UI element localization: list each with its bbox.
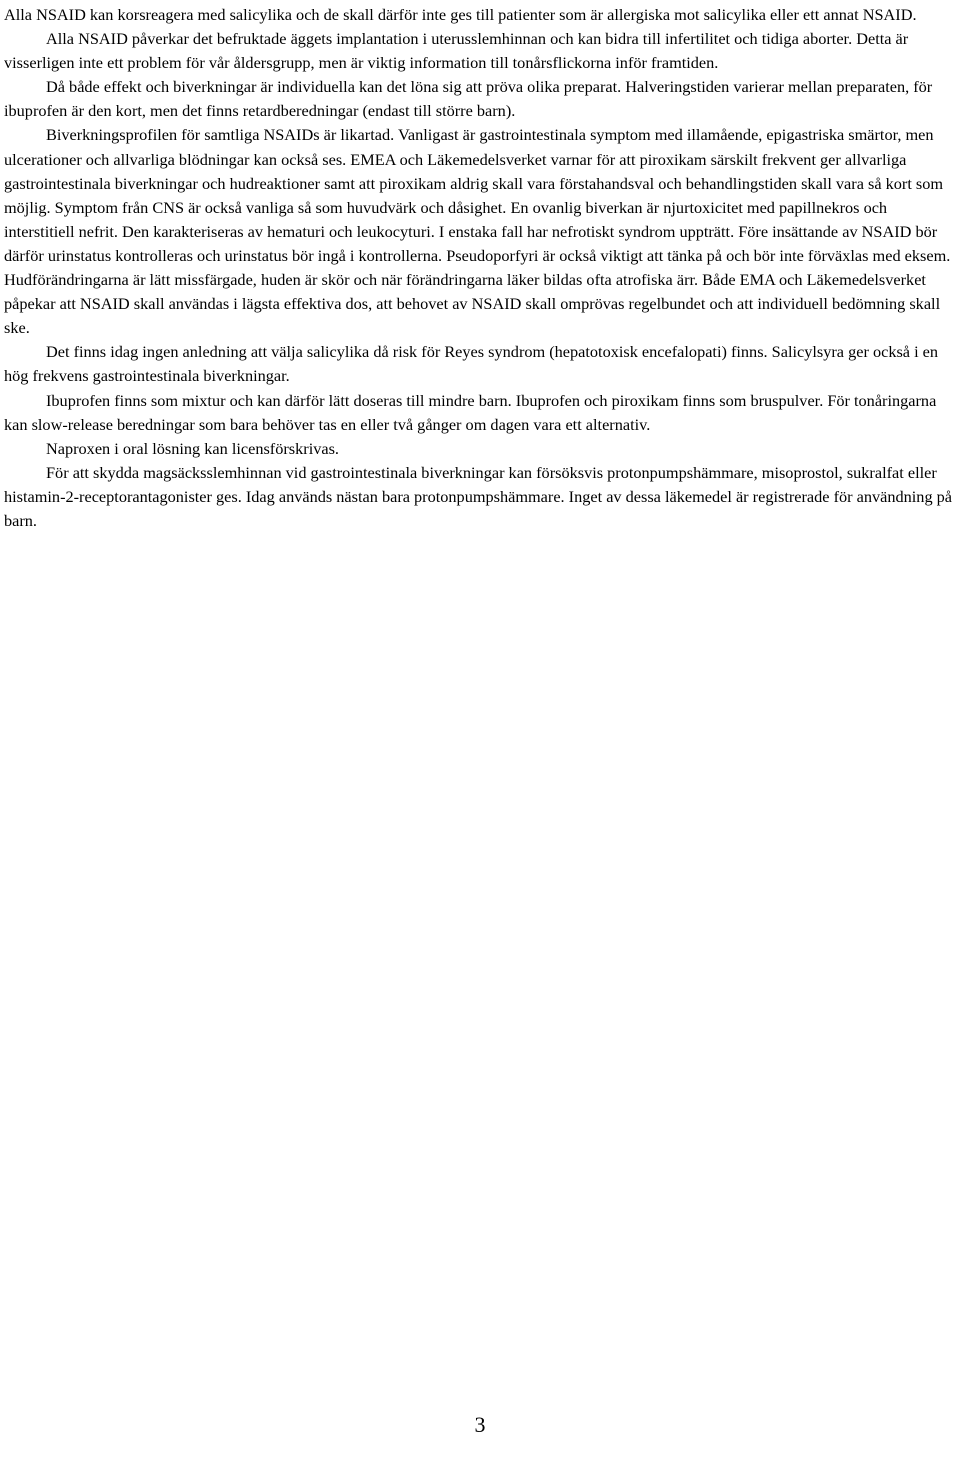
paragraph-gastric-protection: För att skydda magsäcksslemhinnan vid gastrointestinala biverkningar kan försöksvis protonpumpshämmare, misoprostol, sukralfat eller histamin-2-receptorantagonister ges. Idag används nästan bara protonpumpshämmare. Inget av dessa läkemedel är registrerade för användning på barn. <box>4 462 953 530</box>
paragraph-naproxen: Naproxen i oral lösning kan licensförskrivas. <box>46 438 339 458</box>
paragraph-individual-effects: Då både effekt och biverkningar är individuella kan det löna sig att pröva olika preparat. Halveringstiden varierar mellan preparaten, för ibuprofen är den kort, men det finns retardberedningar (endast till större barn). <box>4 77 933 121</box>
page-number: 3 <box>474 1412 486 1437</box>
paragraph-implantation: Alla NSAID påverkar det befruktade äggets implantation i uterusslemhinnan och kan bidra till infertilitet och tidiga aborter. Detta är visserligen inte ett problem för vår åldersgrupp, men är viktig information till tonårsflickorna inför framtiden. <box>4 29 909 73</box>
paragraph-nsaid-cross-reaction: Alla NSAID kan korsreagera med salicylika och de skall därför inte ges till patienter som är allergiska mot salicylika eller ett annat NSAID. <box>4 5 917 24</box>
paragraph-ibuprofen: Ibuprofen finns som mixtur och kan därför lätt doseras till mindre barn. Ibuprofen och piroxikam finns som bruspulver. För tonåringarna kan slow-release beredningar som bara behöver tas en eller två gånger om dagen vara ett alternativ. <box>4 390 937 434</box>
paragraph-side-effect-profile: Biverkningsprofilen för samtliga NSAIDs är likartad. Vanligast är gastrointestinala symptom med illamående, epigastriska smärtor, men ulcerationer och allvarliga blödningar kan också ses. EMEA och Läkemedelsverket varnar för att piroxikam särskilt frekvent ger allvarliga gastrointestinala biverkningar och hudreaktioner samt att piroxikam aldrig skall vara förstahandsval och behandlingstiden skall vara så kort som möjlig. Symptom från CNS är också vanliga så som huvudvärk och dåsighet. En ovanlig biverkan är njurtoxicitet med papillnekros och interstitiell nefrit. Den karakteriseras av hematuri och leukocyturi. I enstaka fall har nefrotiskt syndrom uppträtt. Före insättande av NSAID bör därför urinstatus kontrolleras och urinstatus bör ingå i kontrollerna. Pseudoporfyri är också viktigt att tänka på och bör inte förväxlas med eksem. Hudförändringarna är lätt missfärgade, huden är skör och när förändringarna läker bildas ofta atrofiska ärr. Både EMA och Läkemedelsverket påpekar att NSAID skall användas i lägsta effektiva dos, att behovet av NSAID skall omprövas regelbundet och att individuell bedömning skall ske. <box>4 125 951 338</box>
paragraph-salicylates: Det finns idag ingen anledning att välja salicylika då risk för Reyes syndrom (hepatotoxisk encefalopati) finns. Salicylsyra ger också i en hög frekvens gastrointestinala biverkningar. <box>4 342 939 386</box>
document-body <box>4 3 958 533</box>
